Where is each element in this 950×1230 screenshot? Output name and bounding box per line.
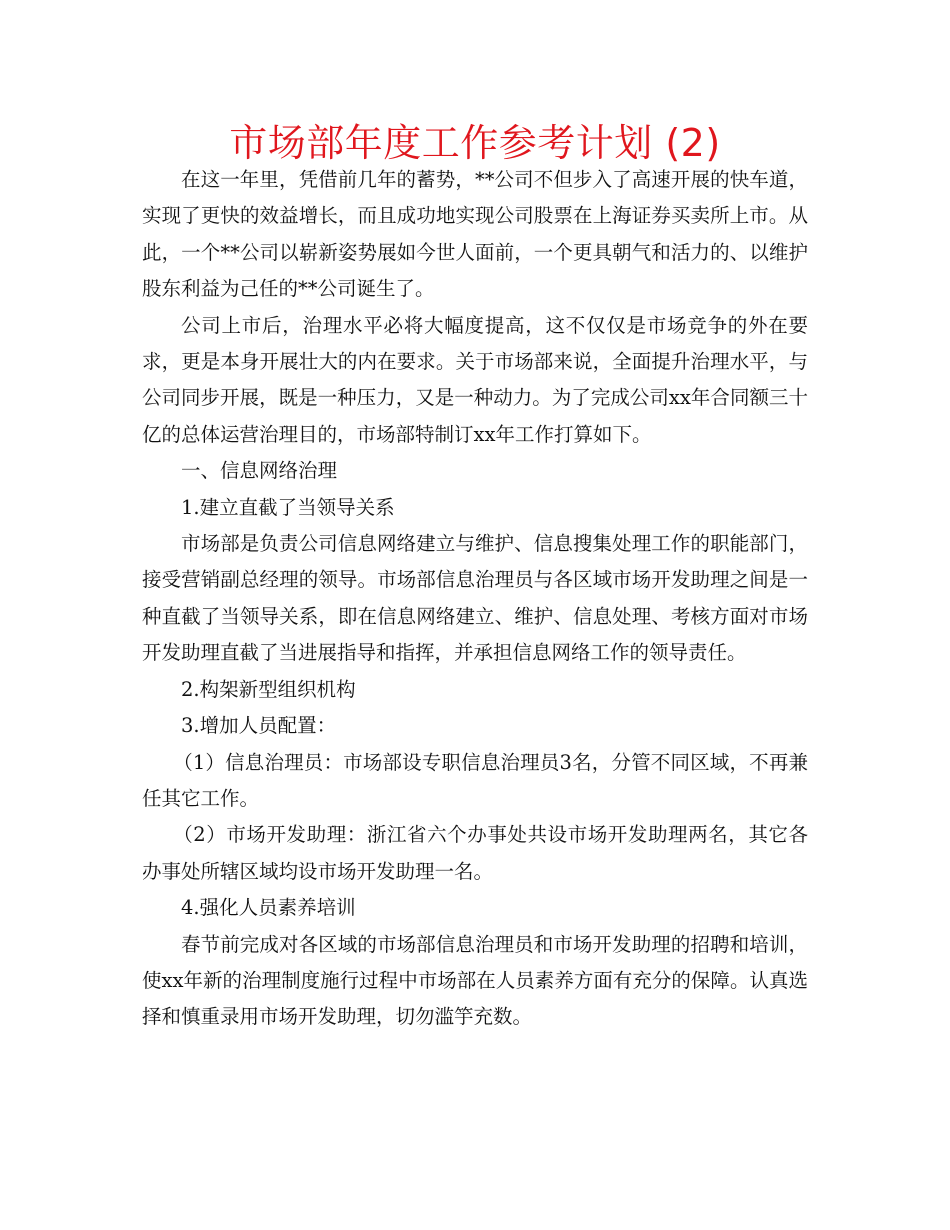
paragraph-training: 春节前完成对各区域的市场部信息治理员和市场开发助理的招聘和培训，使xx年新的治理制度施行过程中市场部在人员素养方面有充分的保障。认真选择和慎重录用市场开发助理，切勿滥竽充数。 [142, 932, 808, 1029]
document-title: 市场部年度工作参考计划 (2) [229, 121, 721, 165]
item-heading-4: 4.强化人员素养培训 [181, 896, 356, 920]
paragraph-listing: 公司上市后，治理水平必将大幅度提高，这不仅仅是市场竞争的外在要求，更是本身开展壮大的内在要求。关于市场部来说，全面提升治理水平，与公司同步开展，既是一种压力，又是一种动力。为了完成公司xx年合同额三十亿的总体运营治理目的，市场部特制订xx年工作打算如下。 [142, 313, 808, 446]
item-heading-2: 2.构架新型组织机构 [181, 677, 356, 701]
section-heading-info-network: 一、信息网络治理 [181, 459, 338, 483]
document-body [142, 162, 808, 1036]
item-heading-1: 1.建立直截了当领导关系 [181, 495, 395, 519]
item-heading-3: 3.增加人员配置： [181, 714, 337, 738]
sub-item-1: （1）信息治理员：市场部设专职信息治理员3名，分管不同区域，不再兼任其它工作。 [142, 750, 808, 810]
paragraph-intro: 在这一年里，凭借前几年的蓄势，**公司不但步入了高速开展的快车道，实现了更快的效益增长，而且成功地实现公司股票在上海证券买卖所上市。从此，一个**公司以崭新姿势展如今世人面前，一个更具朝气和活力的、以维护股东利益为己任的**公司诞生了。 [142, 168, 808, 301]
sub-item-2: （2）市场开发助理：浙江省六个办事处共设市场开发助理两名，其它各办事处所辖区域均设市场开发助理一名。 [142, 823, 808, 883]
paragraph-market-dept: 市场部是负责公司信息网络建立与维护、信息搜集处理工作的职能部门，接受营销副总经理的领导。市场部信息治理员与各区域市场开发助理之间是一种直截了当领导关系，即在信息网络建立、维护、信息处理、考核方面对市场开发助理直截了当进展指导和指挥，并承担信息网络工作的领导责任。 [142, 532, 808, 665]
